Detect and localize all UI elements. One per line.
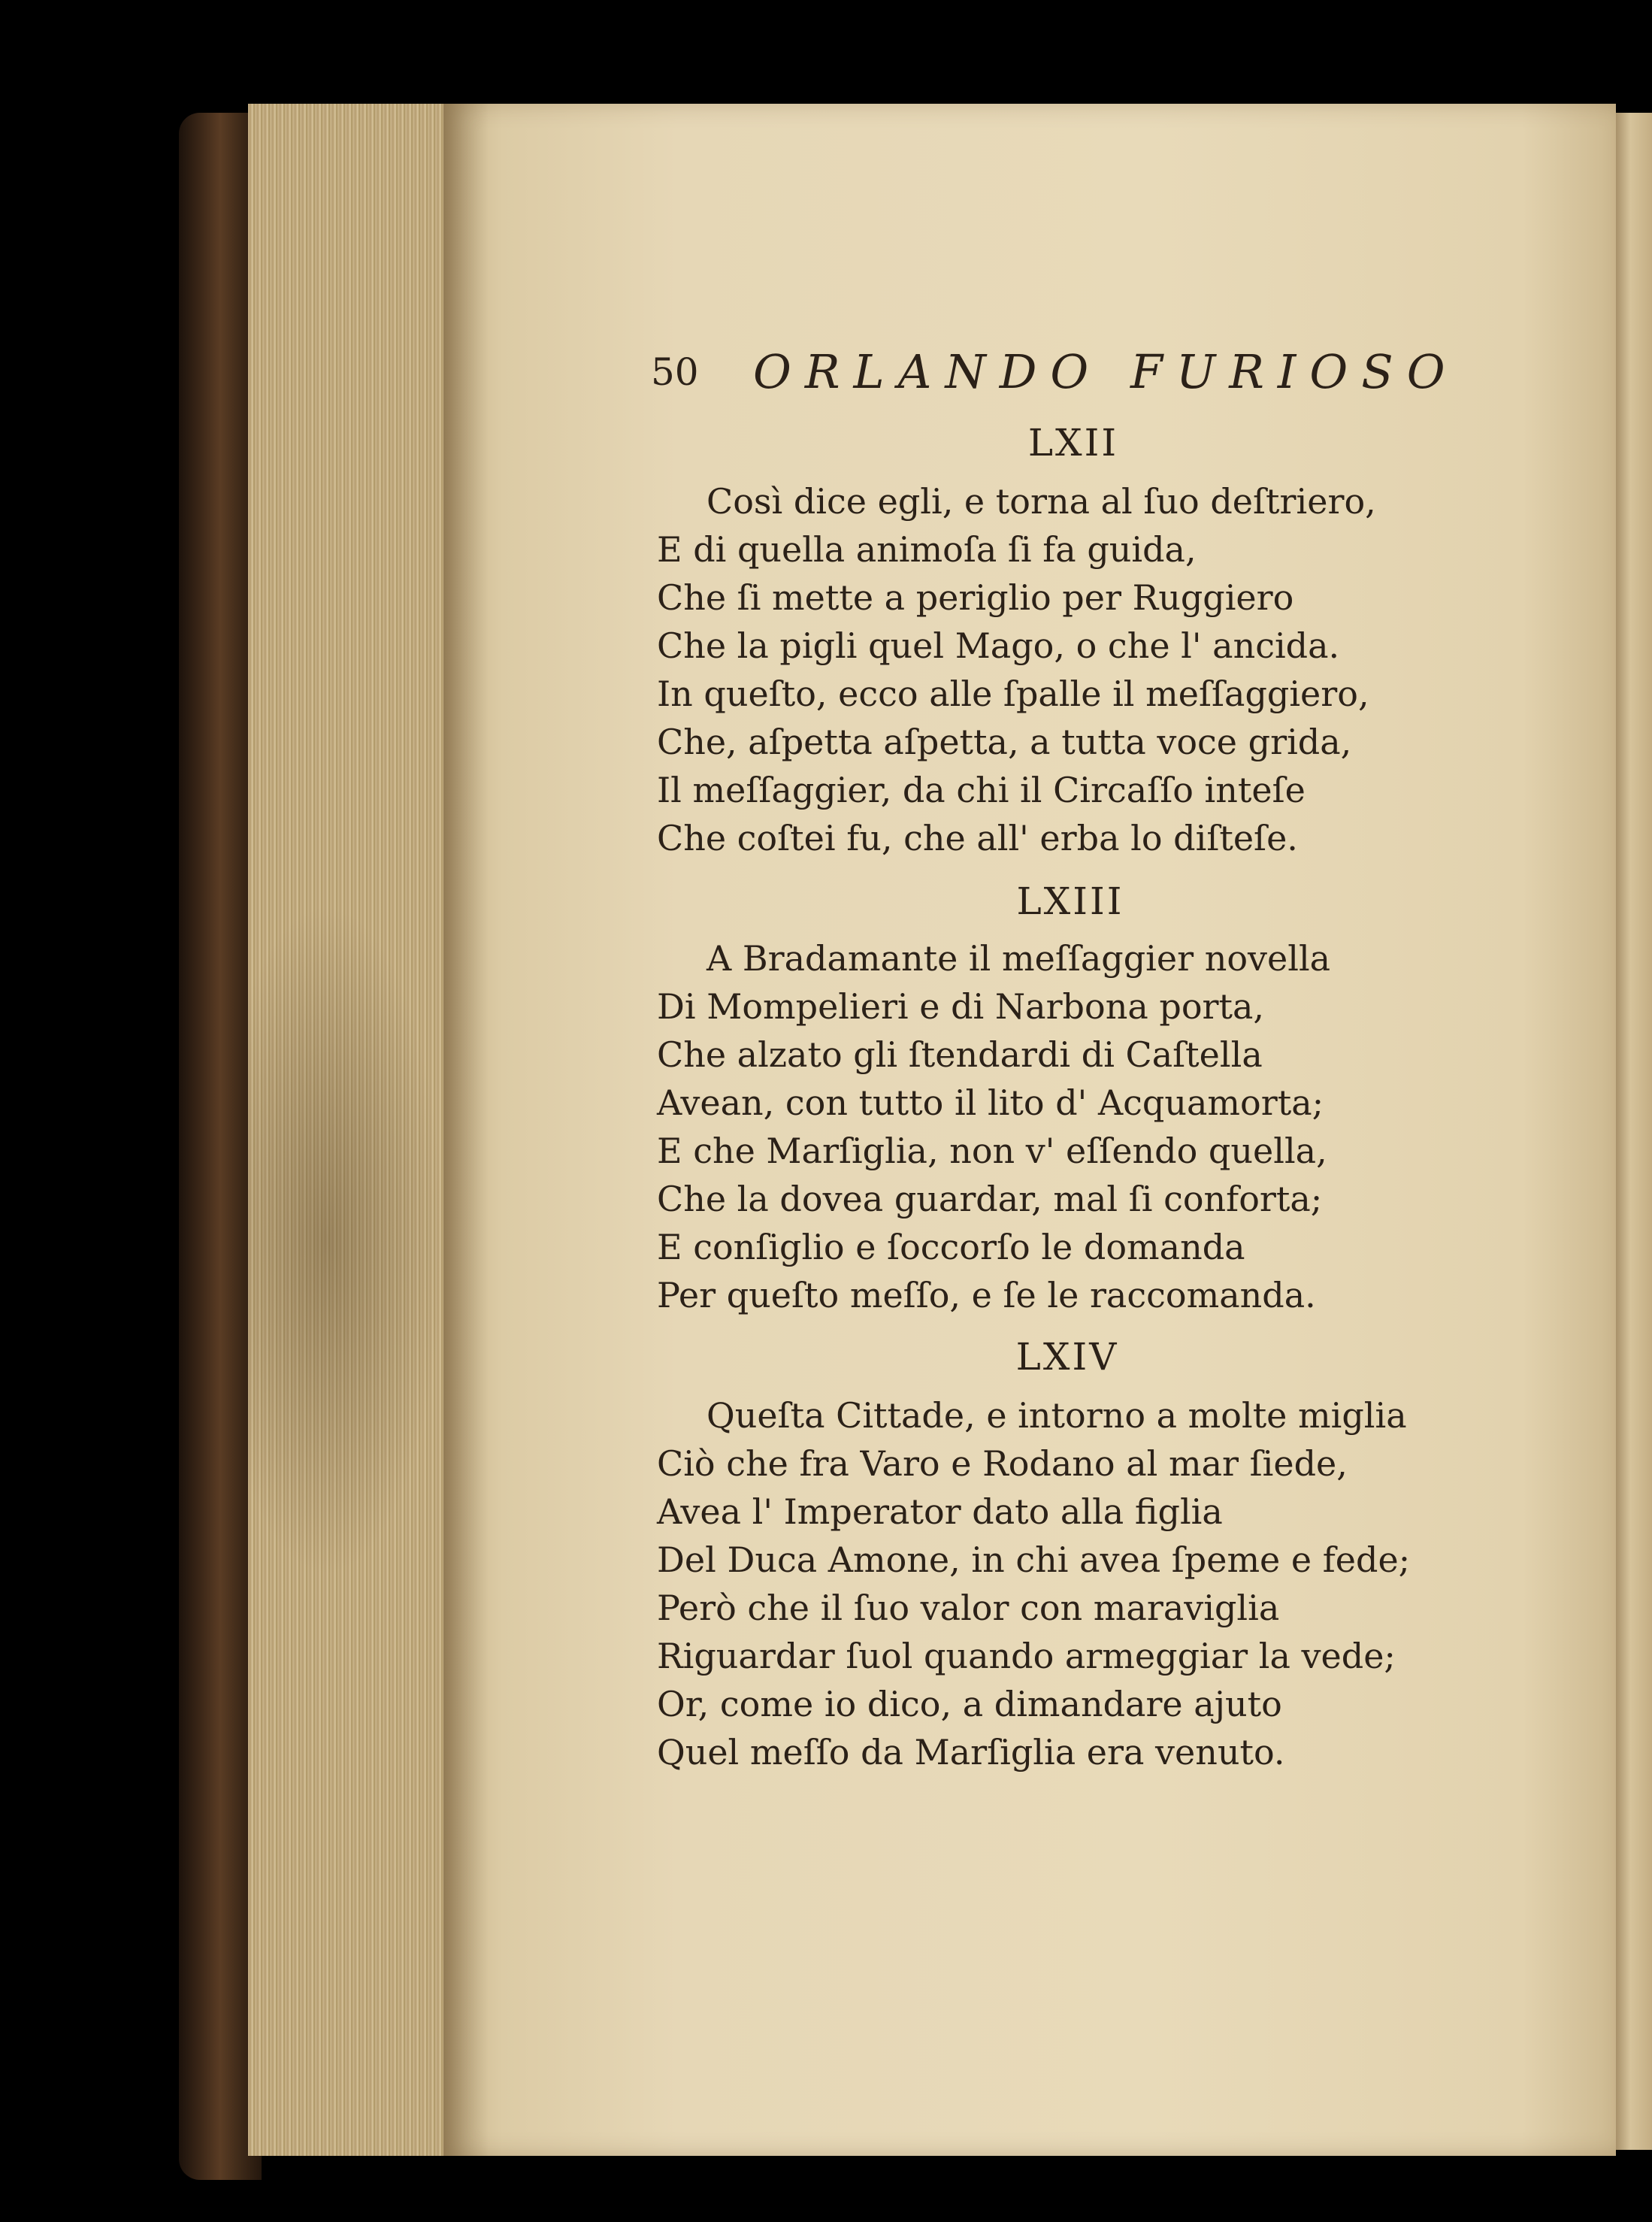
verse-line: A Bradamante il meſſaggier novella	[706, 938, 1331, 979]
verse-line: Che ſi mette a periglio per Ruggiero	[657, 577, 1294, 618]
verse-line: Il meſſaggier, da chi il Circaſſo inteſe	[657, 770, 1306, 810]
verse-line: Queſta Cittade, e intorno a molte miglia	[706, 1395, 1407, 1436]
verse-line: In queſto, ecco alle ſpalle il meſſaggiero,	[657, 674, 1369, 714]
page-number: 50	[651, 350, 699, 394]
stanza-number: LXIII	[1016, 879, 1124, 923]
verse-line: E conſiglio e ſoccorſo le domanda	[657, 1227, 1245, 1267]
running-title: ORLANDO FURIOSO	[753, 344, 1459, 399]
verse-line: E che Marſiglia, non v' eſſendo quella,	[657, 1131, 1327, 1171]
verse-line: Che la pigli quel Mago, o che l' ancida.	[657, 625, 1340, 666]
facing-page-edge	[1616, 113, 1652, 2150]
stanza-number: LXII	[1027, 421, 1119, 465]
verse-line: Che la dovea guardar, mal ſi conforta;	[657, 1179, 1323, 1219]
verse-line: Di Mompelieri e di Narbona porta,	[657, 986, 1265, 1027]
verse-line: Riguardar ſuol quando armeggiar la vede;	[657, 1636, 1396, 1676]
verse-line: Però che il ſuo valor con maraviglia	[657, 1588, 1280, 1628]
gutter-shadow	[443, 104, 489, 2156]
water-stain	[248, 902, 445, 1579]
verse-line: Del Duca Amone, in chi avea ſpeme e fede;	[657, 1539, 1411, 1580]
verse-line: Che coſtei fu, che all' erba lo diſteſe.	[657, 818, 1298, 858]
verse-line: E di quella animoſa ſi fa guida,	[657, 529, 1197, 570]
verse-line: Che, aſpetta aſpetta, a tutta voce grida,	[657, 722, 1352, 762]
verse-line: Avean, con tutto il lito d' Acquamorta;	[657, 1082, 1324, 1123]
book-page	[443, 104, 1616, 2156]
verse-line: Che alzato gli ſtendardi di Caſtella	[657, 1034, 1263, 1075]
verse-line: Così dice egli, e torna al ſuo deſtriero,	[706, 481, 1376, 522]
verse-line: Avea l' Imperator dato alla figlia	[657, 1491, 1223, 1532]
verse-line: Per queſto meſſo, e ſe le raccomanda.	[657, 1275, 1316, 1315]
verse-line: Quel meſſo da Marſiglia era venuto.	[657, 1732, 1285, 1772]
verse-line: Or, come io dico, a dimandare ajuto	[657, 1684, 1282, 1724]
stanza-number: LXIV	[1015, 1335, 1119, 1379]
verse-line: Ciò che fra Varo e Rodano al mar ſiede,	[657, 1443, 1348, 1484]
